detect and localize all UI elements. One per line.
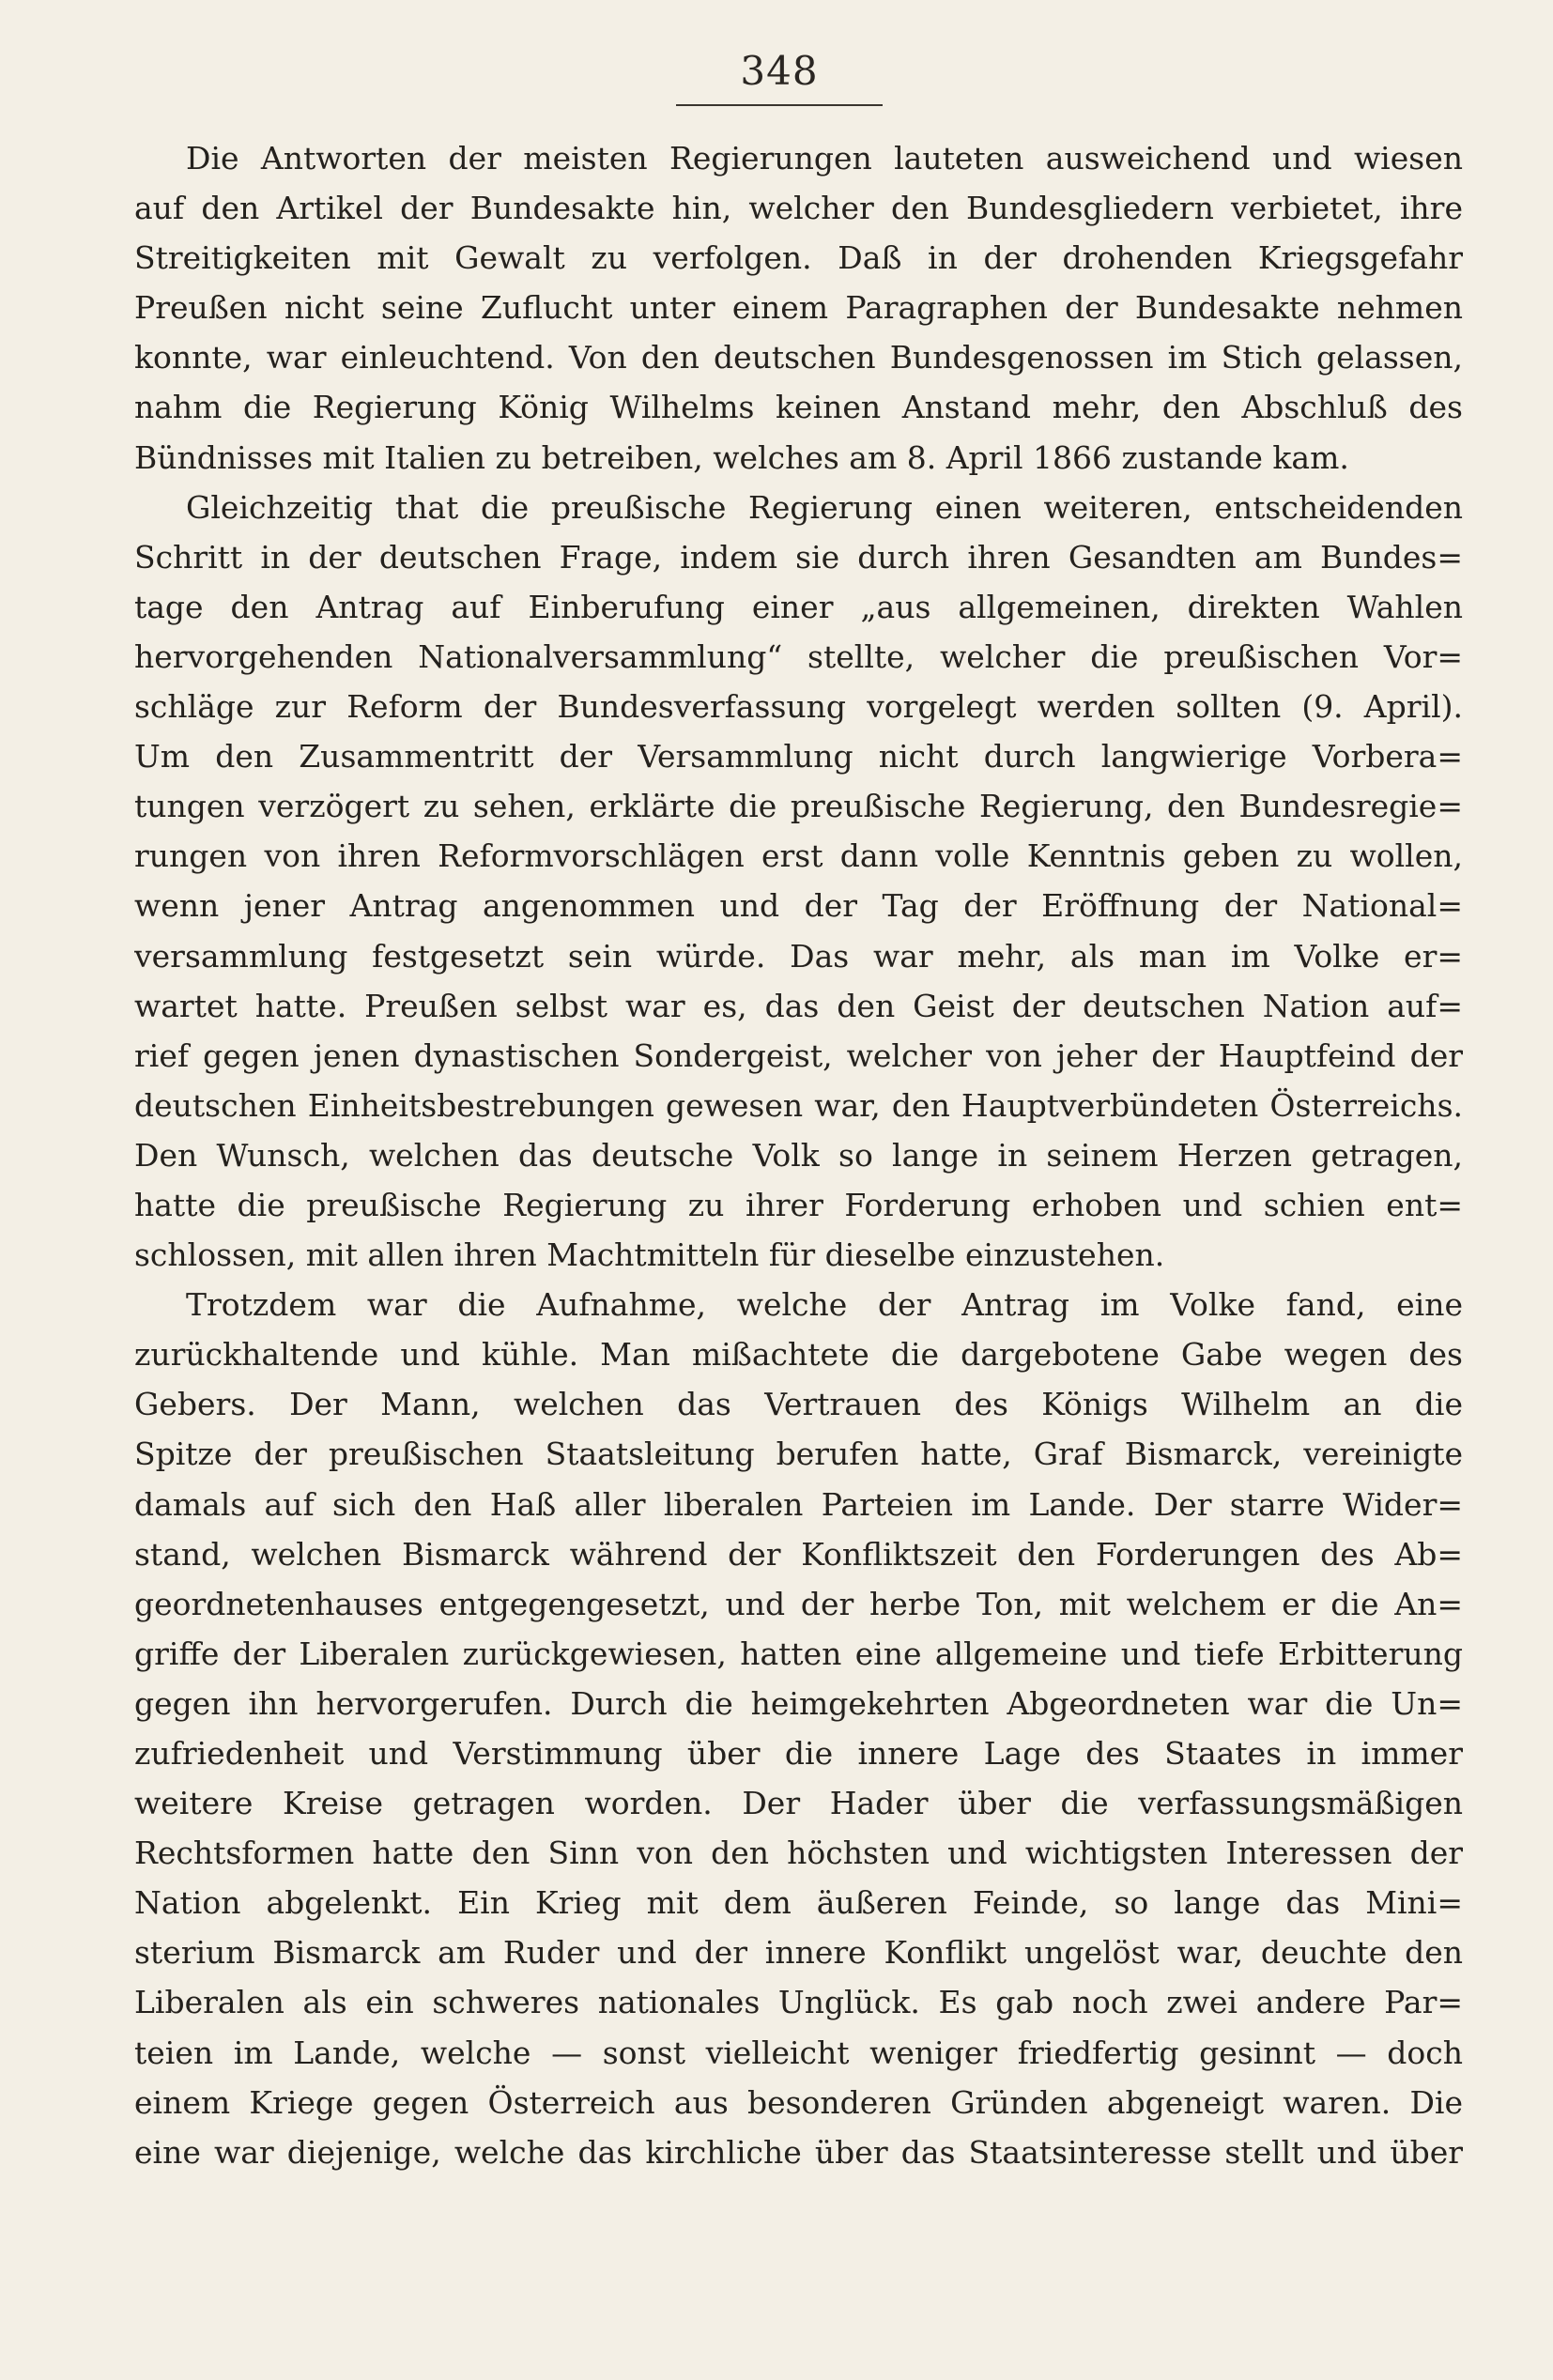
text-line: geordnetenhauses entgegengesetzt, und der herbe Ton, mit welchem er die An= bbox=[134, 1585, 1463, 1622]
text-line: wenn jener Antrag angenommen und der Tag der Eröffnung der National= bbox=[134, 887, 1463, 925]
body-text bbox=[134, 133, 1463, 2177]
text-line: sterium Bismarck am Ruder und der innere Konflikt ungelöst war, deuchte den bbox=[134, 1934, 1463, 1972]
text-line: Schritt in der deutschen Frage, indem sie durch ihren Gesandten am Bundes= bbox=[134, 538, 1463, 576]
text-line: hervorgehenden Nationalversammlung“ stellte, welcher die preußischen Vor= bbox=[134, 637, 1463, 675]
page-number: 348 bbox=[740, 48, 819, 94]
text-line: rief gegen jenen dynastischen Sondergeist, welcher von jeher der Hauptfeind der bbox=[134, 1036, 1463, 1074]
text-line: hatte die preußische Regierung zu ihrer Forderung erhoben und schien ent= bbox=[134, 1186, 1463, 1223]
text-line: gegen ihn hervorgerufen. Durch die heimgekehrten Abgeordneten war die Un= bbox=[134, 1684, 1463, 1722]
text-line: nahm die Regierung König Wilhelms keinen Anstand mehr, den Abschluß des bbox=[134, 389, 1463, 426]
text-line: stand, welchen Bismarck während der Konfliktszeit den Forderungen des Ab= bbox=[134, 1535, 1463, 1573]
text-line: Liberalen als ein schweres nationales Unglück. Es gab noch zwei andere Par= bbox=[134, 1984, 1463, 2021]
text-line: Die Antworten der meisten Regierungen lauteten ausweichend und wiesen bbox=[186, 140, 1463, 177]
text-line: zufriedenheit und Verstimmung über die innere Lage des Staates in immer bbox=[134, 1735, 1463, 1772]
text-line: zurückhaltende und kühle. Man mißachtete die dargebotene Gabe wegen des bbox=[134, 1336, 1463, 1374]
text-line: rungen von ihren Reformvorschlägen erst dann volle Kenntnis geben zu wollen, bbox=[134, 837, 1463, 875]
text-line: Trotzdem war die Aufnahme, welche der Antrag im Volke fand, eine bbox=[186, 1286, 1463, 1324]
text-line: Den Wunsch, welchen das deutsche Volk so lange in seinem Herzen getragen, bbox=[134, 1136, 1463, 1174]
text-line: Spitze der preußischen Staatsleitung berufen hatte, Graf Bismarck, vereinigte bbox=[134, 1436, 1463, 1473]
text-line: Preußen nicht seine Zuflucht unter einem Paragraphen der Bundesakte nehmen bbox=[134, 289, 1463, 327]
text-line: Um den Zusammentritt der Versammlung nicht durch langwierige Vorbera= bbox=[134, 738, 1463, 775]
text-line: Nation abgelenkt. Ein Krieg mit dem äußeren Feinde, so lange das Mini= bbox=[134, 1884, 1463, 1922]
text-line: tungen verzögert zu sehen, erklärte die preußische Regierung, den Bundesregie= bbox=[134, 788, 1463, 825]
text-line: Gleichzeitig that die preußische Regierung einen weiteren, entscheidenden bbox=[186, 488, 1463, 526]
text-line: Rechtsformen hatte den Sinn von den höchsten und wichtigsten Interessen der bbox=[134, 1835, 1463, 1872]
text-line: Streitigkeiten mit Gewalt zu verfolgen. Daß in der drohenden Kriegsgefahr bbox=[134, 239, 1463, 277]
text-line: schlossen, mit allen ihren Machtmitteln für dieselbe einzustehen. bbox=[134, 1236, 1165, 1274]
text-line: einem Kriege gegen Österreich aus besonderen Gründen abgeneigt waren. Die bbox=[134, 2083, 1463, 2121]
text-line: wartet hatte. Preußen selbst war es, das den Geist der deutschen Nation auf= bbox=[134, 987, 1463, 1024]
text-line: schläge zur Reform der Bundesverfassung vorgelegt werden sollten (9. April). bbox=[134, 688, 1463, 726]
text-line: eine war diejenige, welche das kirchliche über das Staatsinteresse stellt und über bbox=[134, 2133, 1463, 2171]
text-line: auf den Artikel der Bundesakte hin, welcher den Bundesgliedern verbietet, ihre bbox=[134, 190, 1463, 227]
text-line: griffe der Liberalen zurückgewiesen, hatten eine allgemeine und tiefe Erbitterung bbox=[134, 1635, 1463, 1672]
text-line: Bündnisses mit Italien zu betreiben, welches am 8. April 1866 zustande kam. bbox=[134, 438, 1349, 476]
text-line: teien im Lande, welche — sonst vielleicht weniger friedfertig gesinnt — doch bbox=[134, 2034, 1463, 2071]
text-line: konnte, war einleuchtend. Von den deutschen Bundesgenossen im Stich gelassen, bbox=[134, 339, 1463, 376]
text-line: tage den Antrag auf Einberufung einer „aus allgemeinen, direkten Wahlen bbox=[134, 588, 1463, 625]
page-header bbox=[676, 48, 883, 94]
text-line: versammlung festgesetzt sein würde. Das war mehr, als man im Volke er= bbox=[134, 937, 1463, 975]
text-line: damals auf sich den Haß aller liberalen Parteien im Lande. Der starre Wider= bbox=[134, 1485, 1463, 1523]
header-rule bbox=[676, 104, 883, 106]
text-line: Gebers. Der Mann, welchen das Vertrauen des Königs Wilhelm an die bbox=[134, 1386, 1463, 1423]
text-line: weitere Kreise getragen worden. Der Hader über die verfassungsmäßigen bbox=[134, 1785, 1463, 1822]
text-line: deutschen Einheitsbestrebungen gewesen war, den Hauptverbündeten Österreichs. bbox=[134, 1086, 1463, 1124]
